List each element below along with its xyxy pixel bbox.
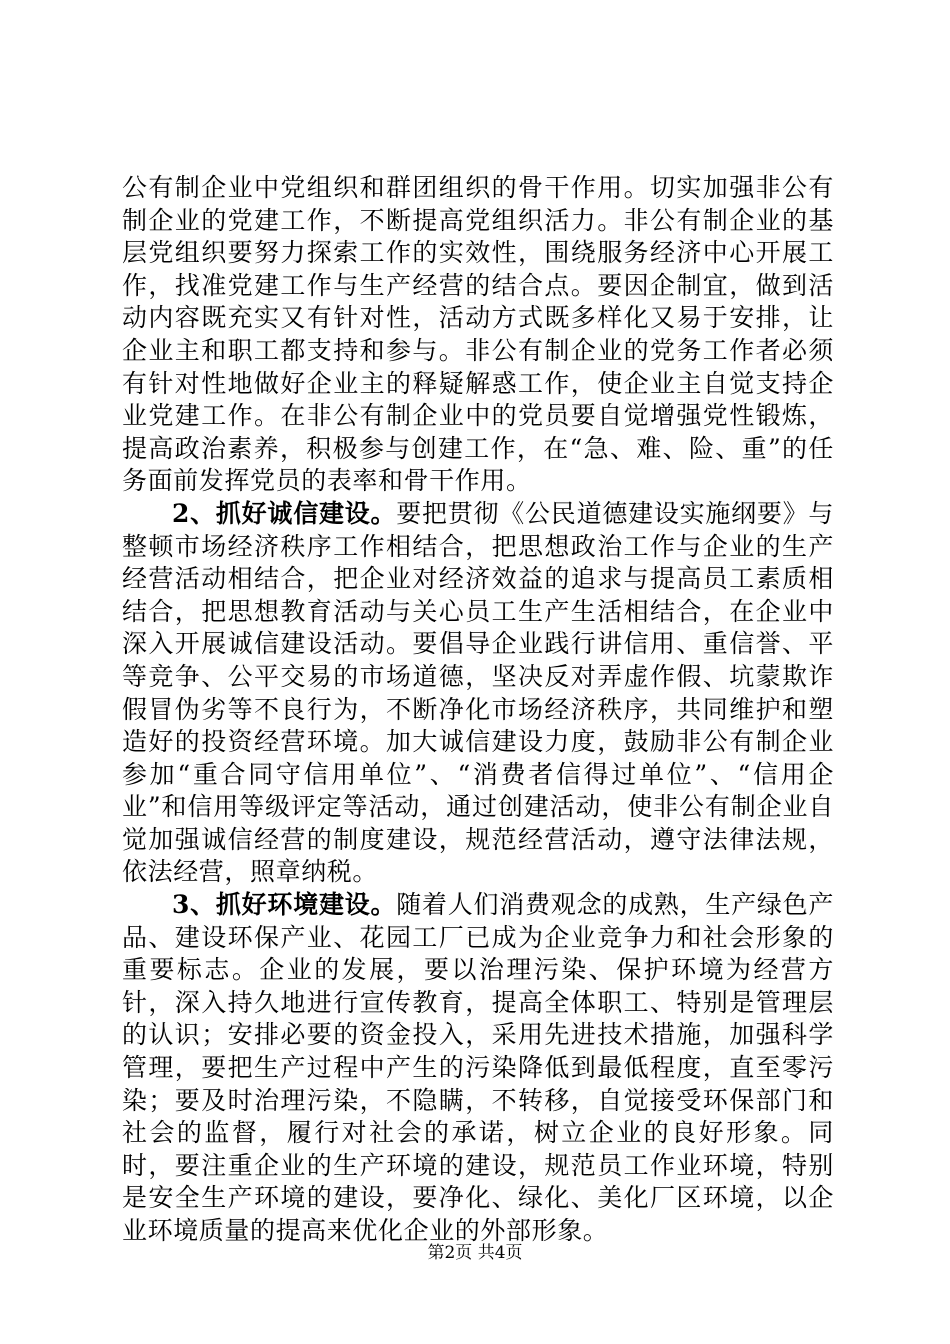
page-number-label: 第2页 共4页 — [427, 1243, 523, 1263]
paragraph-party-building — [122, 172, 834, 498]
section-heading-environment: 3、抓好环境建设。 — [172, 890, 397, 920]
paragraph-integrity-building — [122, 498, 834, 889]
paragraph-text: 随着人们消费观念的成熟，生产绿色产品、建设环保产业、花园工厂已成为企业竞争力和社会形象的重要标志。企业的发展，要以治理污染、保护环境为经营方针，深入持久地进行宣传教育，提高全体职工、特别是管理层的认识；安排必要的资金投入，采用先进技术措施，加强科学管理，要把生产过程中产生的污染降低到最低程度，直至零污染；要及时治理污染，不隐瞒，不转移，自觉接受环保部门和社会的监督，履行对社会的承诺，树立企业的良好形象。同时，要注重企业的生产环境的建设，规范员工作业环境，特别是安全生产环境的建设，要净化、绿化、美化厂区环境，以企业环境质量的提高来优化企业的外部形象。 — [122, 890, 835, 1245]
section-heading-integrity: 2、抓好诚信建设。 — [172, 498, 397, 528]
paragraph-environment-building — [122, 889, 834, 1248]
paragraph-text: 要把贯彻《公民道德建设实施纲要》与整顿市场经济秩序工作相结合，把思想政治工作与企业的生产经营活动相结合，把企业对经济效益的追求与提高员工素质相结合，把思想教育活动与关心员工生产生活相结合，在企业中深入开展诚信建设活动。要倡导企业践行讲信用、重信誉、平等竞争、公平交易的市场道德，坚决反对弄虚作假、坑蒙欺诈假冒伪劣等不良行为，不断净化市场经济秩序，共同维护和塑造好的投资经营环境。加大诚信建设力度，鼓励非公有制企业参加“重合同守信用单位”、“消费者信得过单位”、“信用企业”和信用等级评定等活动，通过创建活动，使非公有制企业自觉加强诚信经营的制度建设，规范经营活动，遵守法律法规，依法经营，照章纳税。 — [122, 498, 835, 887]
page-footer — [0, 1243, 950, 1263]
paragraph-text: 公有制企业中党组织和群团组织的骨干作用。切实加强非公有制企业的党建工作，不断提高党组织活力。非公有制企业的基层党组织要努力探索工作的实效性，围绕服务经济中心开展工作，找准党建工作与生产经营的结合点。要因企制宜，做到活动内容既充实又有针对性，活动方式既多样化又易于安排，让企业主和职工都支持和参与。非公有制企业的党务工作者必须有针对性地做好企业主的释疑解惑工作，使企业主自觉支持企业党建工作。在非公有制企业中的党员要自觉增强党性锻炼，提高政治素养，积极参与创建工作，在“急、难、险、重”的任务面前发挥党员的表率和骨干作用。 — [122, 173, 834, 496]
document-body — [122, 172, 834, 1248]
